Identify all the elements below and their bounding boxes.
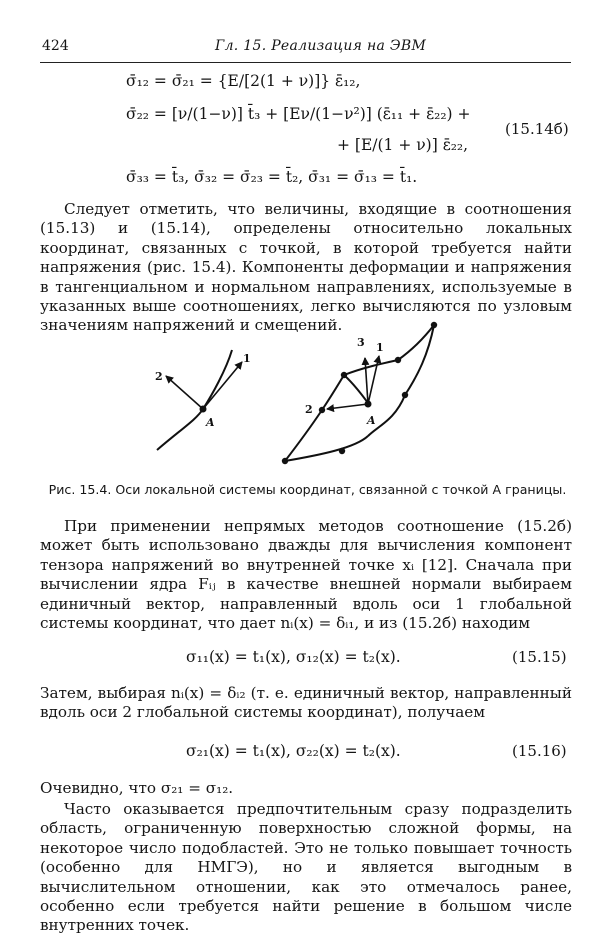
equation-number-15-14b: (15.14б) [505,120,569,138]
node [339,448,345,454]
right-diagram [282,322,437,464]
axis-2-label-right: 2 [305,403,313,416]
axis-3-arrow [365,358,368,404]
left-diagram [155,350,251,450]
paragraph-obvious [40,779,572,798]
node [431,322,437,328]
node [402,392,408,398]
paragraph-text: Очевидно, что σ₂₁ = σ₁₂. [40,779,234,797]
figure-caption: Рис. 15.4. Оси локальной системы координат, связанной с точкой A границы. [48,482,567,497]
node [341,372,347,378]
point-a-label-right: A [367,414,376,427]
axis-2-label: 2 [155,370,163,383]
page-number: 424 [42,38,69,54]
node [282,458,288,464]
axis-1-arrow-right [368,356,379,404]
paragraph-text: Следует отметить, что величины, входящие в соотношения (15.13) и (15.14), определены относительно локальных координат, связанных с точкой, в которой требуется найти напряжения (рис. 15.4). Компоненты деформации и напряжения в тангенциальном и нормальном направлениях, используемые в указанных выше соотношениях, легко вычисляются по узловым значениям напряжений и смещений. [40,200,572,335]
equation-15-16: σ₂₁(x) = t₁(x), σ₂₂(x) = t₂(x). [186,742,401,760]
equation-number-15-15: (15.15) [512,648,567,666]
axis-1-label-right: 1 [376,341,384,354]
equation-line-1: σ̄₁₂ = σ̄₂₁ = {E/[2(1 + ν)]} ε̄₁₂, [126,72,361,90]
node [395,357,401,363]
equation-line-3: + [E/(1 + ν)] ε̄₂₂, [337,136,469,154]
point-a-label: A [206,416,215,429]
boundary-curve [157,350,232,450]
paragraph-indirect-methods [40,517,572,633]
boundary-right [405,325,434,395]
boundary-bottom [285,436,368,461]
paragraph-text: Затем, выбирая nᵢ(x) = δᵢ₂ (т. е. единичный вектор, направленный вдоль оси 2 глобальной системы координат), получаем [40,684,572,722]
axis-1-label: 1 [243,352,251,365]
paragraph-subdomains [40,800,572,936]
paragraph-then-choosing [40,684,572,723]
element-edge-top [344,360,398,375]
axis-2-arrow-right [327,404,368,409]
axis-2-arrow [166,376,203,409]
equation-15-15: σ₁₁(x) = t₁(x), σ₁₂(x) = t₂(x). [186,648,401,666]
paragraph-text: При применении непрямых методов соотношение (15.2б) может быть использовано дважды для вычисления компонент тензора напряжений во внутренней точке xᵢ [12]. Сначала при вычислении ядра Fᵢⱼ в качестве внешней нормали выбираем единичный вектор, направленный вдоль оси 1 глобальной системы координат, что дает nᵢ(x) = δᵢ₁, и из (15.2б) находим [40,517,572,633]
element-edge-top-right [398,325,434,360]
node [319,407,325,413]
equation-number-15-16: (15.16) [512,742,567,760]
element-edge-middle [344,375,368,403]
boundary-left-lower [285,410,322,461]
boundary-left-upper [322,375,344,410]
paragraph-text: Часто оказывается предпочтительным сразу подразделить область, ограниченную поверхностью сложной формы, на некоторое число подобластей. Это не только повышает точность (особенно для НМГЭ), но и является выгодным в вычислительном отношении, как это отмечалось ранее, особенно если требуется найти решение в большом числе внутренних точек. [40,800,572,935]
axis-3-label: 3 [357,336,365,349]
point-a-marker [200,406,207,413]
running-header: Гл. 15. Реализация на ЭВМ [215,38,427,54]
equation-line-2: σ̄₂₂ = [ν/(1−ν)] t̄₃ + [Eν/(1−ν²)] (ε̄₁₁ + ε̄₂₂) + [126,105,471,123]
point-a-marker-right [365,401,372,408]
equation-line-4: σ̄₃₃ = t̄₃, σ̄₃₂ = σ̄₂₃ = t̄₂, σ̄₃₁ = σ̄₁₃ = t̄₁. [126,168,418,186]
axis-1-arrow [203,362,242,409]
